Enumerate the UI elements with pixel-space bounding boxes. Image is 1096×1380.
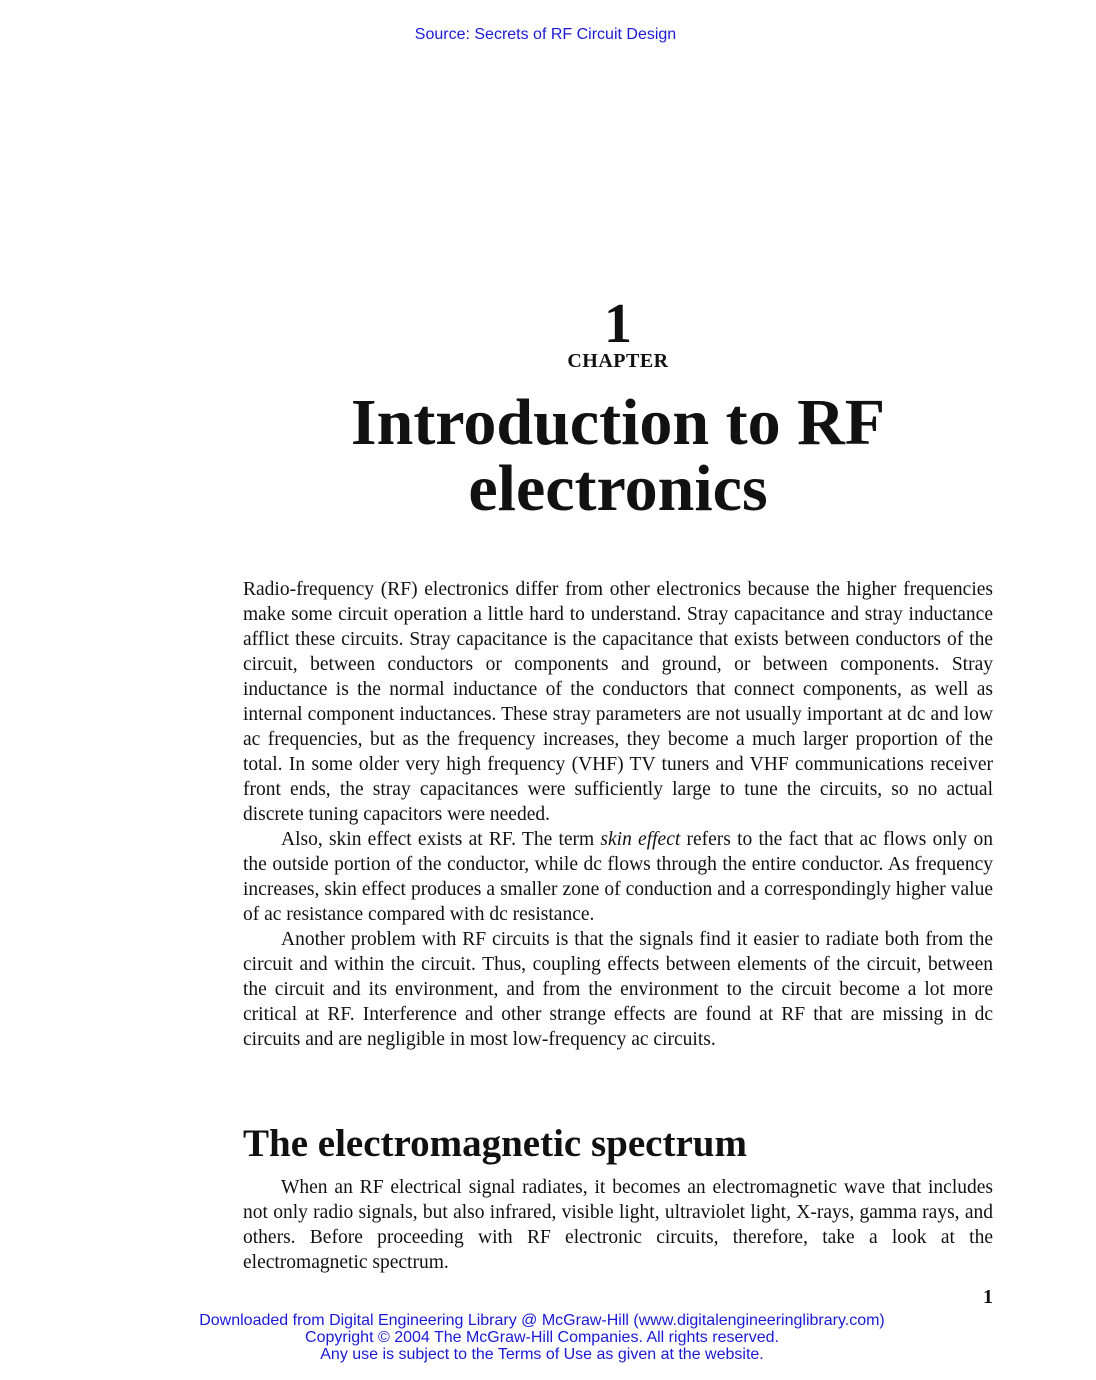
chapter-title [243,386,993,525]
chapter-number: 1 [604,293,632,355]
chapter-title-line-1: Introduction to RF [350,386,886,459]
footer [0,1312,1084,1363]
chapter-title-line-2: electronics [468,452,768,525]
chapter-label: CHAPTER [567,350,669,372]
footer-terms-line: Any use is subject to the Terms of Use as given at the website. [320,1346,764,1363]
intro-paragraph-2 [243,827,993,927]
chapter-heading-block [520,293,716,372]
section-text [243,1175,993,1275]
footer-download-line[interactable]: Downloaded from Digital Engineering Library @ McGraw-Hill (www.digitalengineeringlibrary.com) [199,1312,885,1329]
intro-text [243,577,993,1052]
skin-effect-term: skin effect [600,829,681,850]
source-header: Source: Secrets of RF Circuit Design [414,26,677,43]
section-paragraph-1: When an RF electrical signal radiates, it becomes an electromagnetic wave that includes not only radio signals, but also infrared, visible light, ultraviolet light, X-rays, gamma rays, and others. Before proceeding with RF electronic circuits, therefore, take a look at the electromagnetic spectrum. [243,1177,993,1273]
page-number: 1 [983,1286,993,1308]
intro-paragraph-2-start: Also, skin effect exists at RF. The term [281,829,601,850]
intro-paragraph-1: Radio-frequency (RF) electronics differ from other electronics because the higher frequencies make some circuit operation a little hard to understand. Stray capacitance and stray inductance afflict these circuits. Stray capacitance is the capacitance that exists between conductors of the circuit, between conductors or components and ground, or between components. Stray inductance is the normal inductance of the conductors that connect components, as well as internal component inductances. These stray parameters are not usually important at dc and low ac frequencies, but as the frequency increases, they become a much larger proportion of the total. In some older very high frequency (VHF) TV tuners and VHF communications receiver front ends, the stray capacitances were sufficiently large to tune the circuits, so no actual discrete tuning capacitors were needed. [243,579,993,825]
intro-paragraph-2-end: refers to the fact that ac flows only on the outside portion of the conductor, while dc flows through the entire conductor. As frequency increases, skin effect produces a smaller zone of conduction and a correspondingly higher value of ac resistance compared with dc resistance. [243,829,993,925]
section-heading: The electromagnetic spectrum [243,1122,747,1165]
footer-copyright-line: Copyright © 2004 The McGraw-Hill Companies. All rights reserved. [305,1329,779,1346]
intro-paragraph-3: Another problem with RF circuits is that the signals find it easier to radiate both from the circuit and within the circuit. Thus, coupling effects between elements of the circuit, between the circuit and its environment, and from the environment to the circuit become a lot more critical at RF. Interference and other strange effects are found at RF that are missing in dc circuits and are negligible in most low-frequency ac circuits. [243,929,993,1050]
